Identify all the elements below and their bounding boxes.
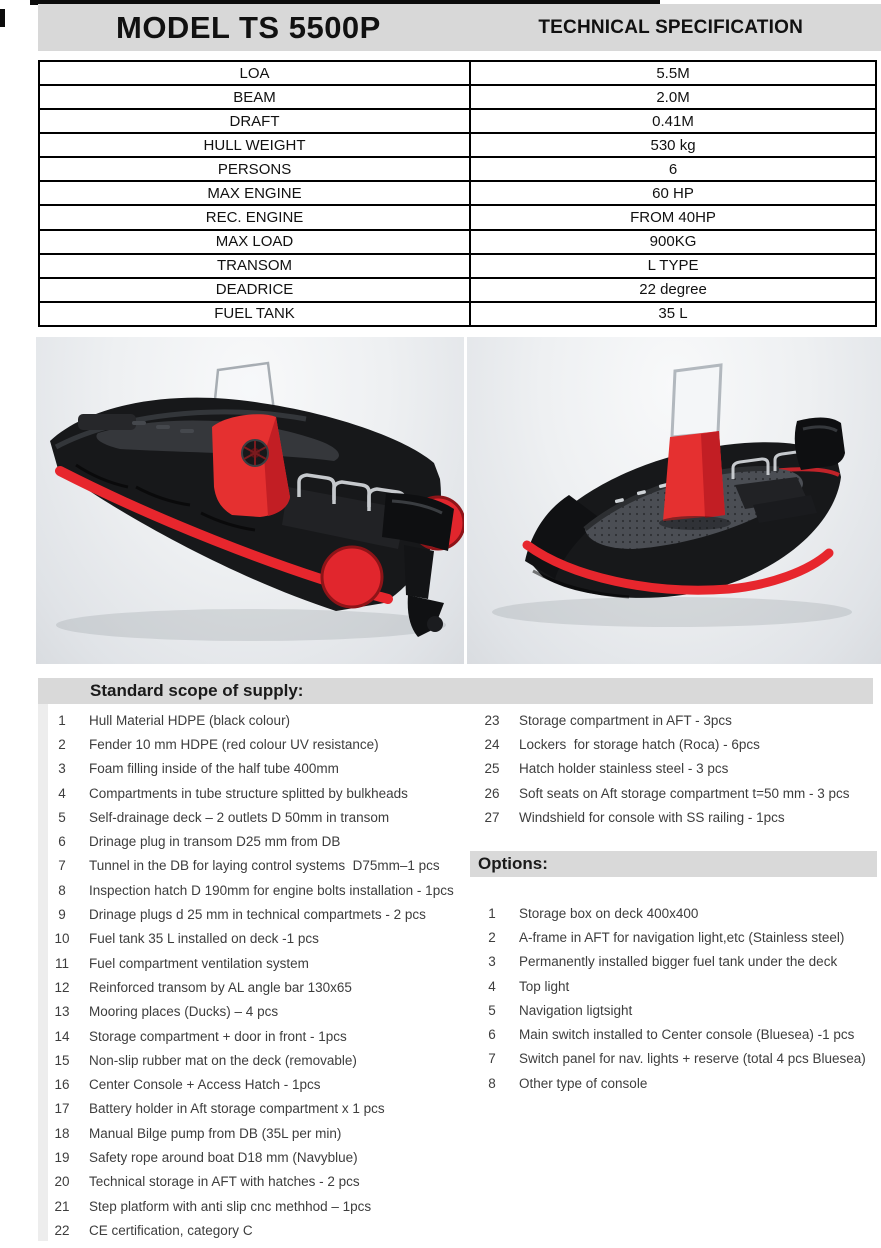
list-item xyxy=(38,854,468,878)
spec-row xyxy=(39,181,876,205)
item-text: Hatch holder stainless steel - 3 pcs xyxy=(519,761,729,777)
list-item xyxy=(38,1194,468,1218)
item-text: Permanently installed bigger fuel tank under the deck xyxy=(519,954,838,970)
spec-value: 900KG xyxy=(470,230,876,254)
item-number: 17 xyxy=(54,1101,70,1117)
item-text: Self-drainage deck – 2 outlets D 50mm in transom xyxy=(89,809,390,825)
list-item xyxy=(38,1218,468,1242)
item-number: 15 xyxy=(54,1052,70,1068)
spec-label: HULL WEIGHT xyxy=(39,133,470,157)
spec-row xyxy=(39,278,876,302)
item-text: Soft seats on Aft storage compartment t=50 mm - 3 pcs xyxy=(519,785,850,801)
list-item xyxy=(38,1145,468,1169)
item-number: 3 xyxy=(488,954,496,970)
item-number: 8 xyxy=(488,1075,496,1091)
item-number: 23 xyxy=(484,712,500,728)
header-subtitle: TECHNICAL SPECIFICATION xyxy=(538,16,803,38)
spec-row xyxy=(39,109,876,133)
item-number: 25 xyxy=(484,761,500,777)
list-item xyxy=(468,925,881,949)
item-text: Switch panel for nav. lights + reserve (total 4 pcs Bluesea) xyxy=(519,1051,866,1067)
list-item xyxy=(38,757,468,781)
item-text: A-frame in AFT for navigation light,etc (Stainless steel) xyxy=(519,929,845,945)
item-number: 21 xyxy=(54,1198,70,1214)
spec-value: 5.5M xyxy=(470,61,876,85)
spec-value: 22 degree xyxy=(470,278,876,302)
list-item xyxy=(38,829,468,853)
item-number: 26 xyxy=(484,785,500,801)
item-number: 6 xyxy=(488,1027,496,1043)
item-number: 2 xyxy=(58,736,66,752)
spec-label: BEAM xyxy=(39,85,470,109)
item-text: Center Console + Access Hatch - 1pcs xyxy=(89,1077,321,1093)
list-item xyxy=(38,951,468,975)
item-text: Hull Material HDPE (black colour) xyxy=(89,712,291,728)
list-item xyxy=(38,781,468,805)
item-number: 14 xyxy=(54,1028,70,1044)
item-number: 6 xyxy=(58,834,66,850)
list-item xyxy=(468,732,881,756)
spec-value: 6 xyxy=(470,157,876,181)
spec-label: DRAFT xyxy=(39,109,470,133)
spec-table xyxy=(38,60,877,327)
item-text: Inspection hatch D 190mm for engine bolts installation - 1pcs xyxy=(89,882,454,898)
item-text: Foam filling inside of the half tube 400mm xyxy=(89,761,339,777)
item-text: Drinage plugs d 25 mm in technical compartmets - 2 pcs xyxy=(89,907,426,923)
list-item xyxy=(38,1024,468,1048)
spec-table-body xyxy=(39,61,876,326)
spec-value: 0.41M xyxy=(470,109,876,133)
item-text: Mooring places (Ducks) – 4 pcs xyxy=(89,1004,279,1020)
spec-row xyxy=(39,61,876,85)
item-text: Fuel tank 35 L installed on deck -1 pcs xyxy=(89,931,319,947)
supply-heading: Standard scope of supply: xyxy=(90,681,304,700)
list-item xyxy=(38,805,468,829)
list-item xyxy=(38,708,468,732)
item-text: Tunnel in the DB for laying control systems D75mm–1 pcs xyxy=(89,858,440,874)
list-item xyxy=(468,1071,881,1095)
spec-row xyxy=(39,133,876,157)
list-item xyxy=(38,1048,468,1072)
item-number: 1 xyxy=(488,905,496,921)
list-item xyxy=(38,732,468,756)
list-item xyxy=(38,1097,468,1121)
item-number: 10 xyxy=(54,931,70,947)
list-item xyxy=(468,901,881,925)
spec-row xyxy=(39,157,876,181)
list-item xyxy=(468,781,881,805)
item-number: 9 xyxy=(58,907,66,923)
item-number: 5 xyxy=(58,809,66,825)
spec-label: PERSONS xyxy=(39,157,470,181)
item-number: 2 xyxy=(488,929,496,945)
list-item xyxy=(468,950,881,974)
list-item xyxy=(38,1121,468,1145)
item-text: Main switch installed to Center console (Bluesea) -1 pcs xyxy=(519,1027,855,1043)
list-item xyxy=(468,708,881,732)
spec-label: DEADRICE xyxy=(39,278,470,302)
item-text: Fuel compartment ventilation system xyxy=(89,955,309,971)
boat-render-left xyxy=(36,337,464,664)
item-text: Compartments in tube structure splitted by bulkheads xyxy=(89,785,408,801)
spec-row xyxy=(39,302,876,326)
item-text: Manual Bilge pump from DB (35L per min) xyxy=(89,1125,342,1141)
windshield-frame xyxy=(672,365,721,437)
item-number: 12 xyxy=(54,979,70,995)
spec-label: LOA xyxy=(39,61,470,85)
item-text: Fender 10 mm HDPE (red colour UV resistance) xyxy=(89,736,379,752)
list-item xyxy=(38,975,468,999)
item-text: Reinforced transom by AL angle bar 130x65 xyxy=(89,979,352,995)
list-item xyxy=(468,1022,881,1046)
page-header xyxy=(38,4,881,51)
list-item xyxy=(468,805,881,829)
spec-label: FUEL TANK xyxy=(39,302,470,326)
spec-value: 60 HP xyxy=(470,181,876,205)
outboard-motor-shape xyxy=(795,417,845,470)
item-number: 5 xyxy=(488,1002,496,1018)
supply-list-left xyxy=(38,708,468,1243)
item-number: 4 xyxy=(488,978,496,994)
item-number: 7 xyxy=(58,858,66,874)
left-edge-mark xyxy=(0,9,5,27)
item-text: Lockers for storage hatch (Roca) - 6pcs xyxy=(519,736,760,752)
item-number: 16 xyxy=(54,1077,70,1093)
options-list xyxy=(468,901,881,1095)
spec-value: FROM 40HP xyxy=(470,205,876,229)
list-item xyxy=(38,1072,468,1096)
item-number: 18 xyxy=(54,1125,70,1141)
item-number: 19 xyxy=(54,1149,70,1165)
boat-render-right xyxy=(467,337,881,664)
list-item xyxy=(38,878,468,902)
item-text: Storage box on deck 400x400 xyxy=(519,905,699,921)
item-text: Step platform with anti slip cnc methhod – 1pcs xyxy=(89,1198,372,1214)
item-number: 3 xyxy=(58,761,66,777)
item-text: Storage compartment in AFT - 3pcs xyxy=(519,712,732,728)
supply-list-right xyxy=(468,708,881,829)
spec-value: 2.0M xyxy=(470,85,876,109)
boat-image-left xyxy=(36,337,464,664)
list-item xyxy=(38,1000,468,1024)
item-number: 1 xyxy=(58,712,66,728)
item-text: Technical storage in AFT with hatches - 2 pcs xyxy=(89,1174,360,1190)
item-text: Safety rope around boat D18 mm (Navyblue) xyxy=(89,1149,358,1165)
list-item xyxy=(468,757,881,781)
spec-row xyxy=(39,230,876,254)
item-number: 22 xyxy=(54,1222,70,1238)
item-text: Battery holder in Aft storage compartment x 1 pcs xyxy=(89,1101,385,1117)
spec-row xyxy=(39,205,876,229)
item-text: Top light xyxy=(519,978,570,994)
item-number: 7 xyxy=(488,1051,496,1067)
list-item xyxy=(38,927,468,951)
item-text: Drinage plug in transom D25 mm from DB xyxy=(89,834,341,850)
item-number: 24 xyxy=(484,736,500,752)
spec-label: MAX LOAD xyxy=(39,230,470,254)
spec-row xyxy=(39,85,876,109)
supply-section-header xyxy=(38,678,873,704)
item-text: Other type of console xyxy=(519,1075,648,1091)
item-number: 8 xyxy=(58,882,66,898)
spec-label: TRANSOM xyxy=(39,254,470,278)
options-heading: Options: xyxy=(478,854,548,873)
boat-image-right xyxy=(467,337,881,664)
item-number: 11 xyxy=(54,955,69,971)
item-text: Navigation ligtsight xyxy=(519,1002,633,1018)
item-text: CE certification, category C xyxy=(89,1222,253,1238)
tube-end-cap xyxy=(322,547,382,607)
item-number: 13 xyxy=(54,1004,70,1020)
spec-label: MAX ENGINE xyxy=(39,181,470,205)
item-number: 27 xyxy=(484,809,500,825)
item-text: Storage compartment + door in front - 1pcs xyxy=(89,1028,347,1044)
list-item xyxy=(468,998,881,1022)
spec-value: L TYPE xyxy=(470,254,876,278)
model-title: MODEL TS 5500P xyxy=(116,9,381,45)
item-number: 4 xyxy=(58,785,66,801)
item-text: Windshield for console with SS railing - 1pcs xyxy=(519,809,785,825)
list-item xyxy=(38,902,468,926)
spec-value: 35 L xyxy=(470,302,876,326)
options-section-header xyxy=(470,851,877,877)
list-item xyxy=(468,1047,881,1071)
item-number: 20 xyxy=(54,1174,70,1190)
item-text: Non-slip rubber mat on the deck (removable) xyxy=(89,1052,357,1068)
spec-label: REC. ENGINE xyxy=(39,205,470,229)
list-item xyxy=(38,1170,468,1194)
spec-value: 530 kg xyxy=(470,133,876,157)
list-item xyxy=(468,974,881,998)
spec-row xyxy=(39,254,876,278)
